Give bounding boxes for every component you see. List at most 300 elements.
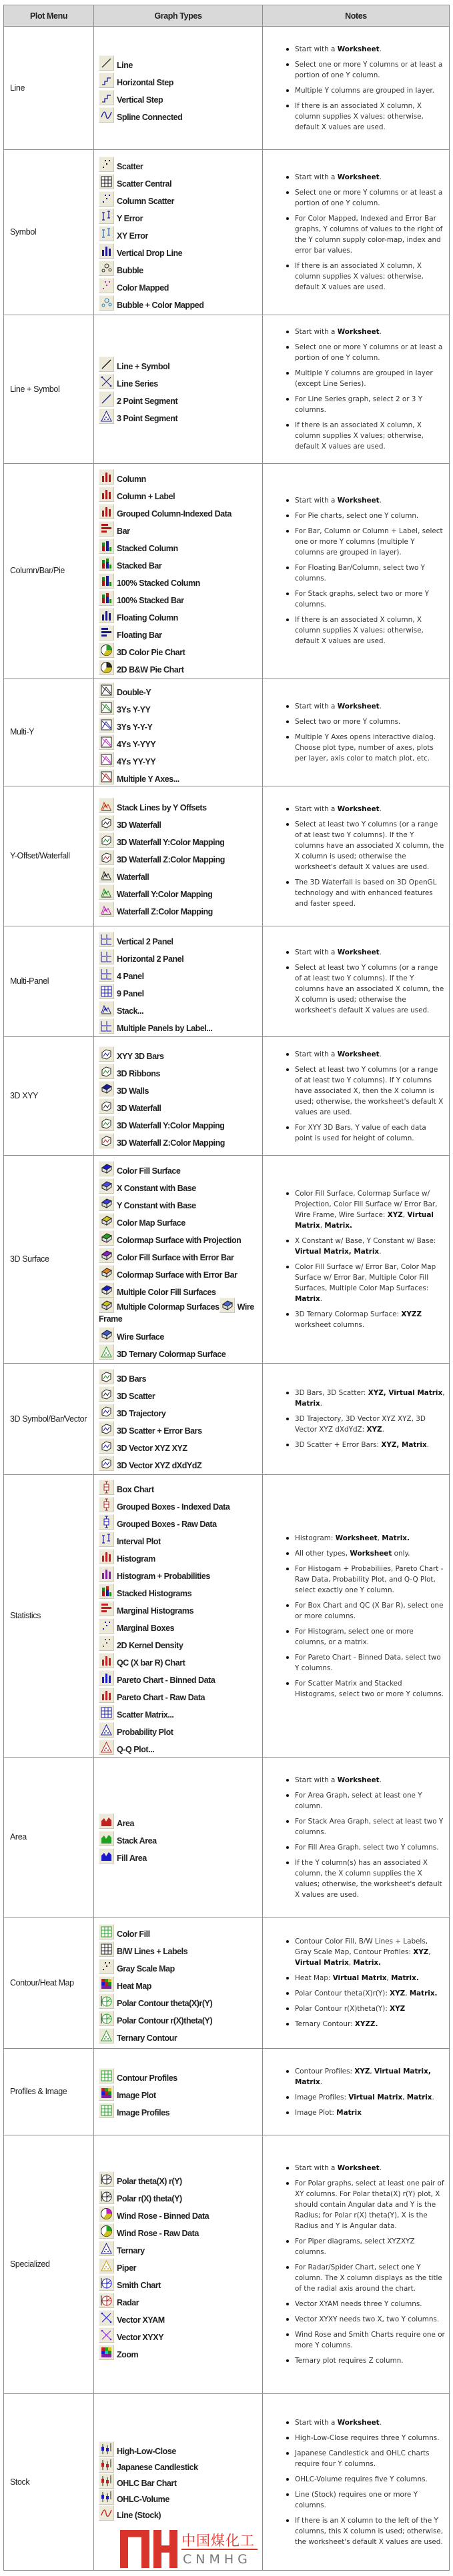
bars-icon[interactable]: [99, 608, 114, 623]
errbar-icon[interactable]: [99, 226, 114, 241]
bars-icon[interactable]: [99, 1566, 114, 1582]
watermark-logo: [120, 2530, 260, 2569]
graph-type-multiple-color-fill-surfaces[interactable]: [99, 1280, 262, 1298]
errbar-icon[interactable]: [99, 1532, 114, 1547]
graph-type-q-q-plot[interactable]: [99, 1738, 262, 1755]
note-emphasis: XYZ: [387, 1211, 403, 1219]
graph-type-color-fill-surface-with-error-bar[interactable]: [99, 1246, 262, 1263]
graph-type-ternary[interactable]: [99, 2239, 262, 2256]
graph-type-9-panel[interactable]: [99, 982, 262, 999]
graph-type-ohlc-volume[interactable]: [99, 2489, 262, 2505]
box-icon[interactable]: [99, 1497, 114, 1512]
graph-type-radar[interactable]: [99, 2291, 262, 2308]
graph-type-3ys-y-y-y[interactable]: [99, 715, 262, 732]
graph-type-waterfall-y-color-mapping[interactable]: [99, 882, 262, 900]
graph-type-3d-waterfall[interactable]: [99, 813, 262, 830]
graph-type-image-profiles[interactable]: [99, 2101, 262, 2118]
notes-cell: [263, 678, 450, 786]
graph-types-cell: [94, 1364, 263, 1475]
graph-type-4ys-yy-yy[interactable]: [99, 750, 262, 767]
cross-icon[interactable]: [99, 374, 114, 389]
box3d-icon[interactable]: [99, 1369, 114, 1384]
graph-type-ternary-contour[interactable]: [99, 2026, 262, 2043]
box3d-icon[interactable]: [99, 850, 114, 865]
graph-type-heat-map[interactable]: [99, 1974, 262, 1991]
graph-type-label: 3 Point Segment: [117, 414, 178, 423]
graph-type-area[interactable]: [99, 1812, 262, 1829]
graph-type-vertical-2-panel[interactable]: [99, 930, 262, 947]
surface-icon[interactable]: [99, 1298, 114, 1313]
note-item: [295, 187, 445, 209]
pie-icon[interactable]: [99, 660, 114, 675]
graph-type-stack[interactable]: [99, 999, 262, 1016]
grid-icon[interactable]: [99, 2103, 114, 2118]
watermark-english-name: CNMHG: [183, 2552, 252, 2567]
note-item: [295, 589, 445, 610]
hbars-icon[interactable]: [99, 1601, 114, 1616]
graph-type-y-constant-with-base[interactable]: [99, 1194, 262, 1211]
box-icon[interactable]: [99, 1480, 114, 1495]
step-icon[interactable]: [99, 73, 114, 88]
note-item: [295, 1414, 445, 1435]
graph-type-100-stacked-bar[interactable]: [99, 589, 262, 606]
graph-type-stack-lines-by-y-offsets[interactable]: [99, 796, 262, 813]
tri-icon[interactable]: [99, 2241, 114, 2256]
scatter-icon[interactable]: [99, 1618, 114, 1634]
polar-icon[interactable]: [99, 2171, 114, 2187]
heat-icon[interactable]: [99, 1976, 114, 1991]
graph-type-waterfall[interactable]: [99, 865, 262, 882]
graph-type-marginal-boxes[interactable]: [99, 1616, 262, 1634]
note-text: For Stack Area Graph, select at least two Y columns.: [295, 1817, 444, 1836]
graph-type-bar[interactable]: [99, 519, 262, 537]
graph-type-3d-walls[interactable]: [99, 1079, 262, 1096]
multiy-icon[interactable]: [99, 700, 114, 715]
heat-icon[interactable]: [99, 2345, 114, 2360]
graph-type-probability-plot[interactable]: [99, 1720, 262, 1738]
pie-icon[interactable]: [99, 2223, 114, 2239]
graph-type-wind-rose-raw-data[interactable]: [99, 2221, 262, 2239]
graph-type-3d-ribbons[interactable]: [99, 1062, 262, 1079]
graph-type-multiple-panels-by-label[interactable]: [99, 1016, 262, 1034]
graph-type-b-w-lines-labels[interactable]: [99, 1939, 262, 1957]
graph-type-label: Double-Y: [117, 687, 151, 697]
graph-type-xyy-3d-bars[interactable]: [99, 1044, 262, 1062]
box3d-icon[interactable]: [99, 832, 114, 848]
area-icon[interactable]: [99, 1814, 114, 1829]
graph-type-fill-area[interactable]: [99, 1846, 262, 1864]
bubble-icon[interactable]: [99, 295, 114, 311]
scatter-icon[interactable]: [99, 1636, 114, 1651]
graph-type-smith-chart[interactable]: [99, 2273, 262, 2291]
box3d-icon[interactable]: [99, 815, 114, 830]
graph-type-label: 2 Point Segment: [117, 397, 178, 406]
note-item: [295, 1533, 445, 1544]
note-text: X Constant w/ Base, Y Constant w/ Base:: [295, 1237, 436, 1245]
graph-type-color-mapped[interactable]: [99, 276, 262, 293]
graph-type-interval-plot[interactable]: [99, 1530, 262, 1547]
waterfall-icon[interactable]: [99, 867, 114, 882]
table-row-3d-xyy: [4, 1037, 450, 1156]
stack-icon[interactable]: [99, 1584, 114, 1599]
note-text: .: [379, 1776, 382, 1784]
graph-type-contour-profiles[interactable]: [99, 2066, 262, 2083]
line-icon[interactable]: [99, 391, 114, 407]
panel-icon[interactable]: [99, 932, 114, 947]
pie-icon[interactable]: [99, 2206, 114, 2221]
note-emphasis: Worksheet: [337, 1776, 380, 1784]
hbars-icon[interactable]: [99, 625, 114, 641]
graph-type-pareto-chart-binned-data[interactable]: [99, 1668, 262, 1686]
graph-type-3ys-y-yy[interactable]: [99, 698, 262, 715]
plot-types-table: [3, 5, 450, 2571]
hbars-icon[interactable]: [99, 521, 114, 537]
graph-type-line[interactable]: [99, 53, 262, 71]
graph-type-label: 4Ys YY-YY: [117, 756, 156, 766]
graph-type-scatter-matrix[interactable]: [99, 1703, 262, 1720]
graph-type-color-fill-surface[interactable]: [99, 1159, 262, 1176]
graph-type-2d-b-w-pie-chart[interactable]: [99, 658, 262, 675]
graph-type-3d-waterfall-y-color-mapping[interactable]: [99, 1114, 262, 1131]
graph-type-label: Box Chart: [117, 1484, 154, 1494]
box3d-icon[interactable]: [99, 1133, 114, 1148]
graph-type-3d-waterfall-z-color-mapping[interactable]: [99, 1131, 262, 1148]
graph-type-vertical-drop-line[interactable]: [99, 241, 262, 259]
graph-type-line-symbol[interactable]: [99, 355, 262, 372]
note-item: [295, 1188, 445, 1231]
graph-types-cell: [94, 464, 263, 678]
graph-type-grouped-boxes-indexed-data[interactable]: [99, 1495, 262, 1512]
graph-type-spline-connected[interactable]: [99, 105, 262, 123]
box3d-icon[interactable]: [99, 1438, 114, 1454]
multiy-icon[interactable]: [99, 717, 114, 732]
graph-type-vector-xyxy[interactable]: [99, 2325, 262, 2343]
graph-type-colormap-surface-with-error-bar[interactable]: [99, 1263, 262, 1280]
graph-type-high-low-close[interactable]: [99, 2441, 262, 2457]
line-icon[interactable]: [99, 357, 114, 372]
surface-icon[interactable]: [99, 1178, 114, 1194]
surface-icon[interactable]: [99, 1327, 114, 1342]
graph-type-3d-waterfall[interactable]: [99, 1096, 262, 1114]
stack-icon[interactable]: [99, 556, 114, 571]
surface-icon[interactable]: [99, 1081, 114, 1096]
note-text: Multiple Y Axes opens interactive dialog. Choose plot type, number of axes, plots per layer, axis color to match plot, etc.: [295, 732, 436, 762]
graph-type-label: Line (Stock): [117, 2511, 161, 2520]
note-item: [295, 420, 445, 452]
graph-type-100-stacked-column[interactable]: [99, 571, 262, 589]
graph-type-waterfall-z-color-mapping[interactable]: [99, 900, 262, 917]
line-icon[interactable]: [99, 55, 114, 71]
graph-type-qc-x-bar-r-chart[interactable]: [99, 1651, 262, 1668]
surface-icon[interactable]: [99, 1213, 114, 1228]
graph-type-xy-error[interactable]: [99, 224, 262, 241]
graph-type-label: Colormap Surface with Projection: [117, 1236, 242, 1245]
note-text: For Bar, Column or Column + Label, select one or more Y columns (multiple Y columns are grouped in layer).: [295, 527, 443, 557]
graph-type-label: Color Fill: [117, 1930, 150, 1939]
graph-type-label: Fill Area: [117, 1853, 147, 1863]
graph-type-vector-xyam[interactable]: [99, 2308, 262, 2325]
scatter-icon[interactable]: [99, 1959, 114, 1974]
stack-icon[interactable]: [99, 591, 114, 606]
graph-type-bubble[interactable]: [99, 259, 262, 276]
graph-type-colormap-surface-with-projection[interactable]: [99, 1228, 262, 1246]
box3d-icon[interactable]: [99, 1116, 114, 1131]
graph-type-3d-scatter[interactable]: [99, 1384, 262, 1402]
step-icon[interactable]: [99, 90, 114, 105]
graph-type-column[interactable]: [99, 467, 262, 485]
graph-type-line-series[interactable]: [99, 372, 262, 389]
note-item: [295, 2107, 445, 2118]
area-icon[interactable]: [99, 1831, 114, 1846]
graph-type-zoom[interactable]: [99, 2343, 262, 2360]
bars-icon[interactable]: [99, 1688, 114, 1703]
graph-type-multiple-colormap-surfaces[interactable]: [99, 1298, 262, 1325]
graph-type-3d-waterfall-z-color-mapping[interactable]: [99, 848, 262, 865]
graph-type-wind-rose-binned-data[interactable]: [99, 2204, 262, 2221]
graph-type-stacked-column[interactable]: [99, 537, 262, 554]
surface-icon[interactable]: [99, 1265, 114, 1280]
graph-type-scatter[interactable]: [99, 155, 262, 172]
note-item: [295, 1388, 445, 1409]
waterfall-icon[interactable]: [99, 902, 114, 917]
box-icon[interactable]: [99, 1514, 114, 1530]
graph-type-polar-theta-x-r-y[interactable]: [99, 2169, 262, 2187]
tri-icon[interactable]: [99, 1722, 114, 1738]
graph-type-label: Polar Contour theta(X)r(Y): [117, 1999, 213, 2008]
multiy-icon[interactable]: [99, 752, 114, 767]
graph-type-double-y[interactable]: [99, 680, 262, 698]
stock-icon[interactable]: [99, 2489, 114, 2505]
graph-type-marginal-histograms[interactable]: [99, 1599, 262, 1616]
graph-type-3d-vector-xyz-dxdydz[interactable]: [99, 1454, 262, 1471]
note-text: If there is an associated X column, X column supplies X values; otherwise, default X values are used.: [295, 262, 424, 291]
note-item: [295, 1049, 445, 1060]
graph-type-wire-surface[interactable]: [99, 1325, 262, 1342]
graph-type-x-constant-with-base[interactable]: [99, 1176, 262, 1194]
graph-type-multiple-y-axes[interactable]: [99, 767, 262, 784]
box3d-icon[interactable]: [99, 1064, 114, 1079]
multiy-icon[interactable]: [99, 769, 114, 784]
graph-type-color-map-surface[interactable]: [99, 1211, 262, 1228]
graph-type-grouped-boxes-raw-data[interactable]: [99, 1512, 262, 1530]
polar-icon[interactable]: [99, 2189, 114, 2204]
polar-icon[interactable]: [99, 1993, 114, 2009]
graph-type-polar-contour-theta-x-r-y[interactable]: [99, 1991, 262, 2009]
multiy-icon[interactable]: [99, 682, 114, 698]
graph-type-horizontal-step[interactable]: [99, 71, 262, 88]
waterfall-icon[interactable]: [99, 1001, 114, 1016]
graph-type-floating-bar[interactable]: [99, 623, 262, 641]
note-text: ,: [386, 1974, 392, 1982]
tri-icon[interactable]: [99, 2258, 114, 2273]
graph-type-polar-r-x-theta-y[interactable]: [99, 2187, 262, 2204]
graph-type-3d-trajectory[interactable]: [99, 1402, 262, 1419]
bars-icon[interactable]: [99, 469, 114, 485]
stack-icon[interactable]: [99, 573, 114, 589]
graph-type-label: OHLC-Volume: [117, 2495, 169, 2504]
notes-list: [263, 947, 449, 1016]
surface-icon[interactable]: [99, 1230, 114, 1246]
note-text: ,: [402, 2093, 407, 2101]
graph-type-polar-contour-r-x-theta-y[interactable]: [99, 2009, 262, 2026]
graph-type-image-plot[interactable]: [99, 2083, 262, 2101]
pie-icon[interactable]: [99, 643, 114, 658]
notes-list: [263, 2163, 449, 2366]
graph-type-ohlc-bar-chart[interactable]: [99, 2473, 262, 2489]
graph-type-floating-column[interactable]: [99, 606, 262, 623]
multiy-icon[interactable]: [99, 734, 114, 750]
note-emphasis: XYZ, Matrix: [381, 1441, 427, 1449]
graph-type-horizontal-2-panel[interactable]: [99, 947, 262, 964]
graph-type-3d-bars[interactable]: [99, 1367, 262, 1384]
graph-type-3d-ternary-colormap-surface[interactable]: [99, 1342, 262, 1360]
cross-icon[interactable]: [99, 2327, 114, 2343]
area-icon[interactable]: [99, 1848, 114, 1864]
note-item: [295, 2329, 445, 2351]
polar-icon[interactable]: [99, 2293, 114, 2308]
graph-type-stacked-histograms[interactable]: [99, 1582, 262, 1599]
stock-icon[interactable]: [99, 2473, 114, 2489]
bars-icon[interactable]: [99, 1549, 114, 1564]
graph-type-label: Pareto Chart - Raw Data: [117, 1692, 205, 1702]
panel-icon[interactable]: [99, 1018, 114, 1034]
graph-type-piper[interactable]: [99, 2256, 262, 2273]
grid-icon[interactable]: [99, 1924, 114, 1939]
graph-type-gray-scale-map[interactable]: [99, 1957, 262, 1974]
box3d-icon[interactable]: [99, 1456, 114, 1471]
waterfall-icon[interactable]: [99, 798, 114, 813]
note-text: For Fill Area Graph, select two Y columns.: [295, 1843, 439, 1852]
spline-icon[interactable]: [99, 2505, 114, 2521]
bars-icon[interactable]: [99, 243, 114, 259]
tri-icon[interactable]: [99, 1740, 114, 1755]
graph-type-histogram-probabilities[interactable]: [99, 1564, 262, 1582]
scatter-icon[interactable]: [99, 191, 114, 207]
surface-icon[interactable]: [219, 1298, 235, 1313]
graph-type-color-fill[interactable]: [99, 1922, 262, 1939]
graph-type-label: Color Mapped: [117, 283, 169, 293]
graph-type-4-panel[interactable]: [99, 964, 262, 982]
graph-types-cell: [94, 1918, 263, 2049]
grid-icon[interactable]: [99, 2068, 114, 2083]
note-text: Start with a: [295, 328, 338, 336]
box3d-icon[interactable]: [99, 1404, 114, 1419]
polar-icon[interactable]: [99, 2275, 114, 2291]
panel-icon[interactable]: [99, 949, 114, 964]
graph-type-grouped-column-indexed-data[interactable]: [99, 502, 262, 519]
note-text: Multiple Y columns are grouped in layer (except Line Series).: [295, 369, 433, 388]
graph-type-label: Scatter Central: [117, 179, 172, 189]
graph-type-y-error[interactable]: [99, 207, 262, 224]
graph-type-2-point-segment[interactable]: [99, 389, 262, 407]
bubble-icon[interactable]: [99, 261, 114, 276]
graph-type-label: High-Low-Close: [117, 2447, 176, 2456]
graph-type-label: 3D Color Pie Chart: [117, 647, 185, 657]
graph-type-3d-vector-xyz-xyz[interactable]: [99, 1436, 262, 1454]
box3d-icon[interactable]: [99, 1098, 114, 1114]
bars-icon[interactable]: [99, 1653, 114, 1668]
stack-icon[interactable]: [99, 539, 114, 554]
graph-type-column-label[interactable]: [99, 485, 262, 502]
note-text: Start with a: [295, 173, 338, 181]
plot-menu-cell: 3D XYY: [4, 1037, 94, 1156]
box3d-icon[interactable]: [99, 1386, 114, 1402]
note-text: .: [379, 948, 382, 956]
bars-icon[interactable]: [99, 1670, 114, 1686]
grid-icon[interactable]: [99, 1941, 114, 1957]
waterfall-icon[interactable]: [99, 884, 114, 900]
surface-icon[interactable]: [99, 1161, 114, 1176]
graph-type-label: QC (X bar R) Chart: [117, 1658, 185, 1668]
graph-type-3d-waterfall-y-color-mapping[interactable]: [99, 830, 262, 848]
plot-menu-cell: Specialized: [4, 2135, 94, 2394]
graph-type-label: Column Scatter: [117, 196, 175, 206]
graph-type-scatter-central[interactable]: [99, 172, 262, 189]
surface-icon[interactable]: [99, 1248, 114, 1263]
graph-type-label: Color Fill Surface: [117, 1166, 181, 1176]
graph-type-pareto-chart-raw-data[interactable]: [99, 1686, 262, 1703]
grid-icon[interactable]: [99, 984, 114, 999]
graph-type-4ys-y-yyy[interactable]: [99, 732, 262, 750]
tri-icon[interactable]: [99, 1344, 114, 1360]
box3d-icon[interactable]: [99, 1421, 114, 1436]
graph-type-3d-scatter-error-bars[interactable]: [99, 1419, 262, 1436]
graph-type-vertical-step[interactable]: [99, 88, 262, 105]
graph-type-japanese-candlestick[interactable]: [99, 2457, 262, 2473]
graph-type-box-chart[interactable]: [99, 1478, 262, 1495]
graph-type-line-stock[interactable]: [99, 2505, 262, 2521]
panel-icon[interactable]: [99, 966, 114, 982]
table-row-line-symbol: [4, 315, 450, 464]
polar-icon[interactable]: [99, 2011, 114, 2026]
heat-icon[interactable]: [99, 2085, 114, 2101]
graph-type-label: Ternary Contour: [117, 2033, 177, 2043]
stock-icon[interactable]: [99, 2441, 114, 2457]
cross-icon[interactable]: [99, 2310, 114, 2325]
notes-cell: [263, 315, 450, 464]
graph-type-3-point-segment[interactable]: [99, 407, 262, 424]
graph-type-label: Q-Q Plot...: [117, 1744, 155, 1754]
plot-menu-cell: Multi-Panel: [4, 926, 94, 1037]
graph-type-2d-kernel-density[interactable]: [99, 1634, 262, 1651]
scatter-icon[interactable]: [99, 278, 114, 293]
bars-icon[interactable]: [99, 504, 114, 519]
note-item: [295, 819, 445, 872]
graph-type-column-scatter[interactable]: [99, 189, 262, 207]
graph-type-bubble-color-mapped[interactable]: [99, 293, 262, 311]
note-text: worksheet columns.: [295, 1321, 365, 1329]
graph-type-histogram[interactable]: [99, 1547, 262, 1564]
stock-icon[interactable]: [99, 2457, 114, 2473]
scatter-icon[interactable]: [99, 157, 114, 172]
surface-icon[interactable]: [99, 1196, 114, 1211]
graph-type-3d-color-pie-chart[interactable]: [99, 641, 262, 658]
tri-icon[interactable]: [99, 2028, 114, 2043]
bars-icon[interactable]: [99, 487, 114, 502]
note-text: Polar Contour theta(X)r(Y):: [295, 1989, 390, 1997]
graph-type-stack-area[interactable]: [99, 1829, 262, 1846]
box3d-icon[interactable]: [99, 1046, 114, 1062]
spline-icon[interactable]: [99, 107, 114, 123]
grid-icon[interactable]: [99, 1705, 114, 1720]
grid-icon[interactable]: [99, 174, 114, 189]
tri-icon[interactable]: [99, 409, 114, 424]
note-emphasis: XYZ: [413, 1948, 429, 1956]
surface-icon[interactable]: [99, 1282, 114, 1298]
errbar-icon[interactable]: [99, 209, 114, 224]
graph-type-stacked-bar[interactable]: [99, 554, 262, 571]
note-text: All other types,: [295, 1549, 350, 1558]
